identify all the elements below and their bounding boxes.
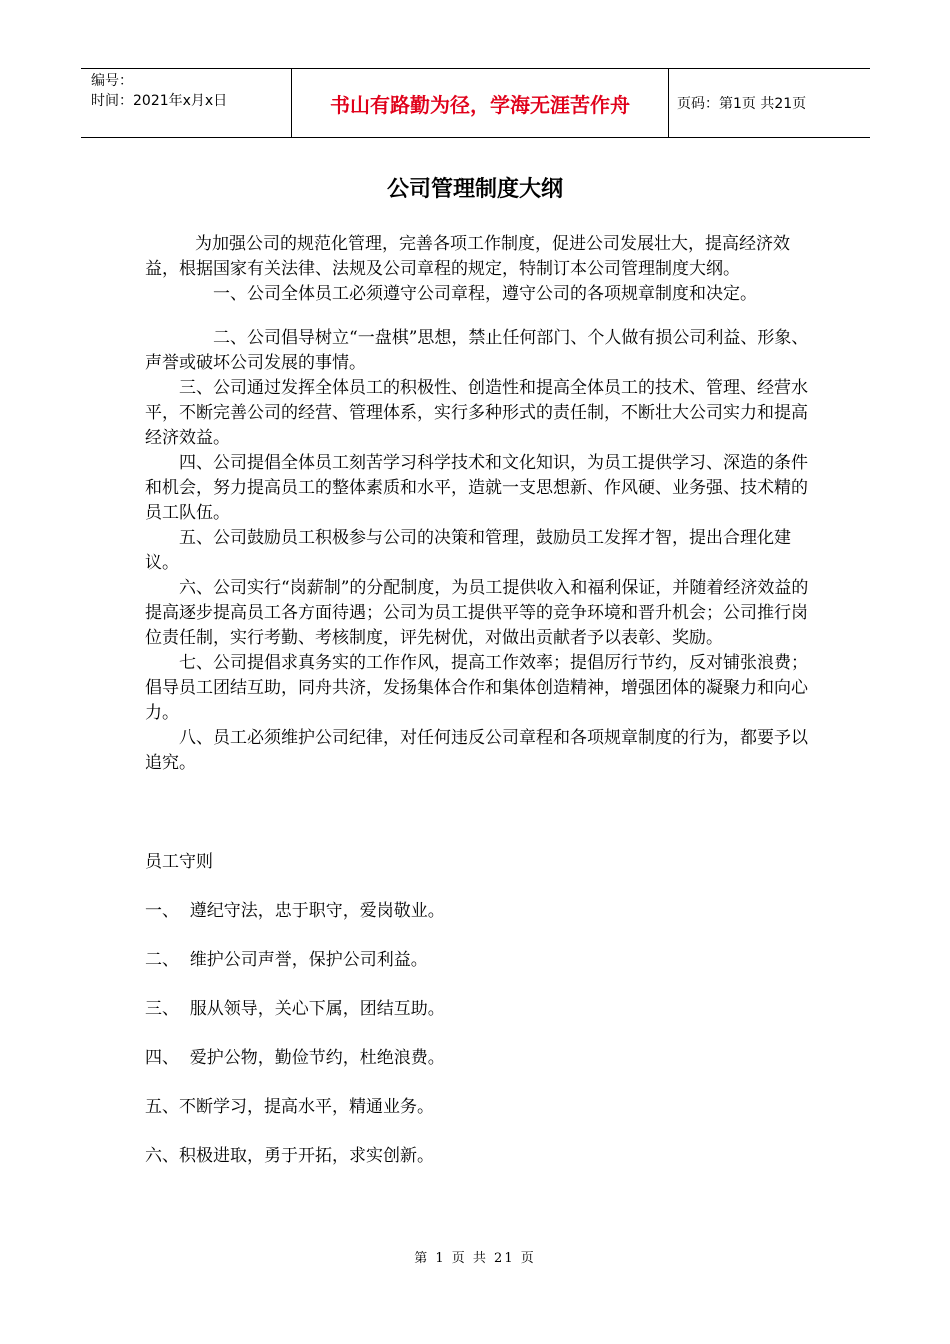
rule-item: 三、 服从领导，关心下属，团结互助。 [145, 999, 445, 1019]
article-paragraph: 八、员工必须维护公司纪律，对任何违反公司章程和各项规章制度的行为，都要予以追究。 [145, 728, 808, 773]
intro-paragraph: 为加强公司的规范化管理，完善各项工作制度，促进公司发展壮大，提高经济效益，根据国家有关法律、法规及公司章程的规定，特制订本公司管理制度大纲。 [145, 234, 790, 279]
header-meta [81, 69, 291, 137]
page-footer: 第 1 页 共 21 页 [414, 1251, 536, 1266]
article-paragraph: 二、公司倡导树立“一盘棋”思想，禁止任何部门、个人做有损公司利益、形象、声誉或破坏公司发展的事情。 [145, 328, 809, 373]
article-paragraph: 四、公司提倡全体员工刻苦学习科学技术和文化知识，为员工提供学习、深造的条件和机会，努力提高员工的整体素质和水平，造就一支思想新、作风硬、业务强、技术精的员工队伍。 [145, 453, 808, 523]
article-paragraph: 五、公司鼓励员工积极参与公司的决策和管理，鼓励员工发挥才智，提出合理化建议。 [145, 528, 791, 573]
rule-item: 二、 维护公司声誉，保护公司利益。 [145, 950, 428, 970]
article-paragraph: 六、公司实行“岗薪制”的分配制度，为员工提供收入和福利保证，并随着经济效益的提高逐步提高员工各方面待遇；公司为员工提供平等的竞争环境和晋升机会；公司推行岗位责任制，实行考勤、考核制度，评先树优，对做出贡献者予以表彰、奖励。 [145, 578, 809, 648]
rule-item: 四、 爱护公物，勤俭节约，杜绝浪费。 [145, 1048, 445, 1068]
header-motto: 书山有路勤为径，学海无涯苦作舟 [291, 69, 669, 137]
rule-item: 六、积极进取，勇于开拓，求实创新。 [145, 1146, 434, 1166]
article-paragraph: 一、公司全体员工必须遵守公司章程，遵守公司的各项规章制度和决定。 [213, 284, 757, 304]
document-date-label: 时间：2021年x月x日 [91, 93, 228, 109]
document-title: 公司管理制度大纲 [386, 177, 563, 202]
header-page-label: 页码：第1页 共21页 [677, 96, 807, 112]
document-body [145, 232, 810, 776]
document-number-label: 编号： [91, 73, 133, 89]
rules-title: 员工守则 [145, 852, 213, 872]
article-paragraph: 七、公司提倡求真务实的工作作风，提高工作效率；提倡厉行节约，反对铺张浪费；倡导员工团结互助，同舟共济，发扬集体合作和集体创造精神，增强团体的凝聚力和向心力。 [145, 653, 808, 723]
article-paragraph: 三、公司通过发挥全体员工的积极性、创造性和提高全体员工的技术、管理、经营水平，不断完善公司的经营、管理体系，实行多种形式的责任制，不断壮大公司实力和提高经济效益。 [145, 378, 808, 448]
page-header [81, 68, 870, 138]
rule-item: 五、不断学习，提高水平，精通业务。 [145, 1097, 434, 1117]
employee-rules [145, 850, 445, 1193]
rule-item: 一、 遵纪守法，忠于职守，爱岗敬业。 [145, 901, 445, 921]
